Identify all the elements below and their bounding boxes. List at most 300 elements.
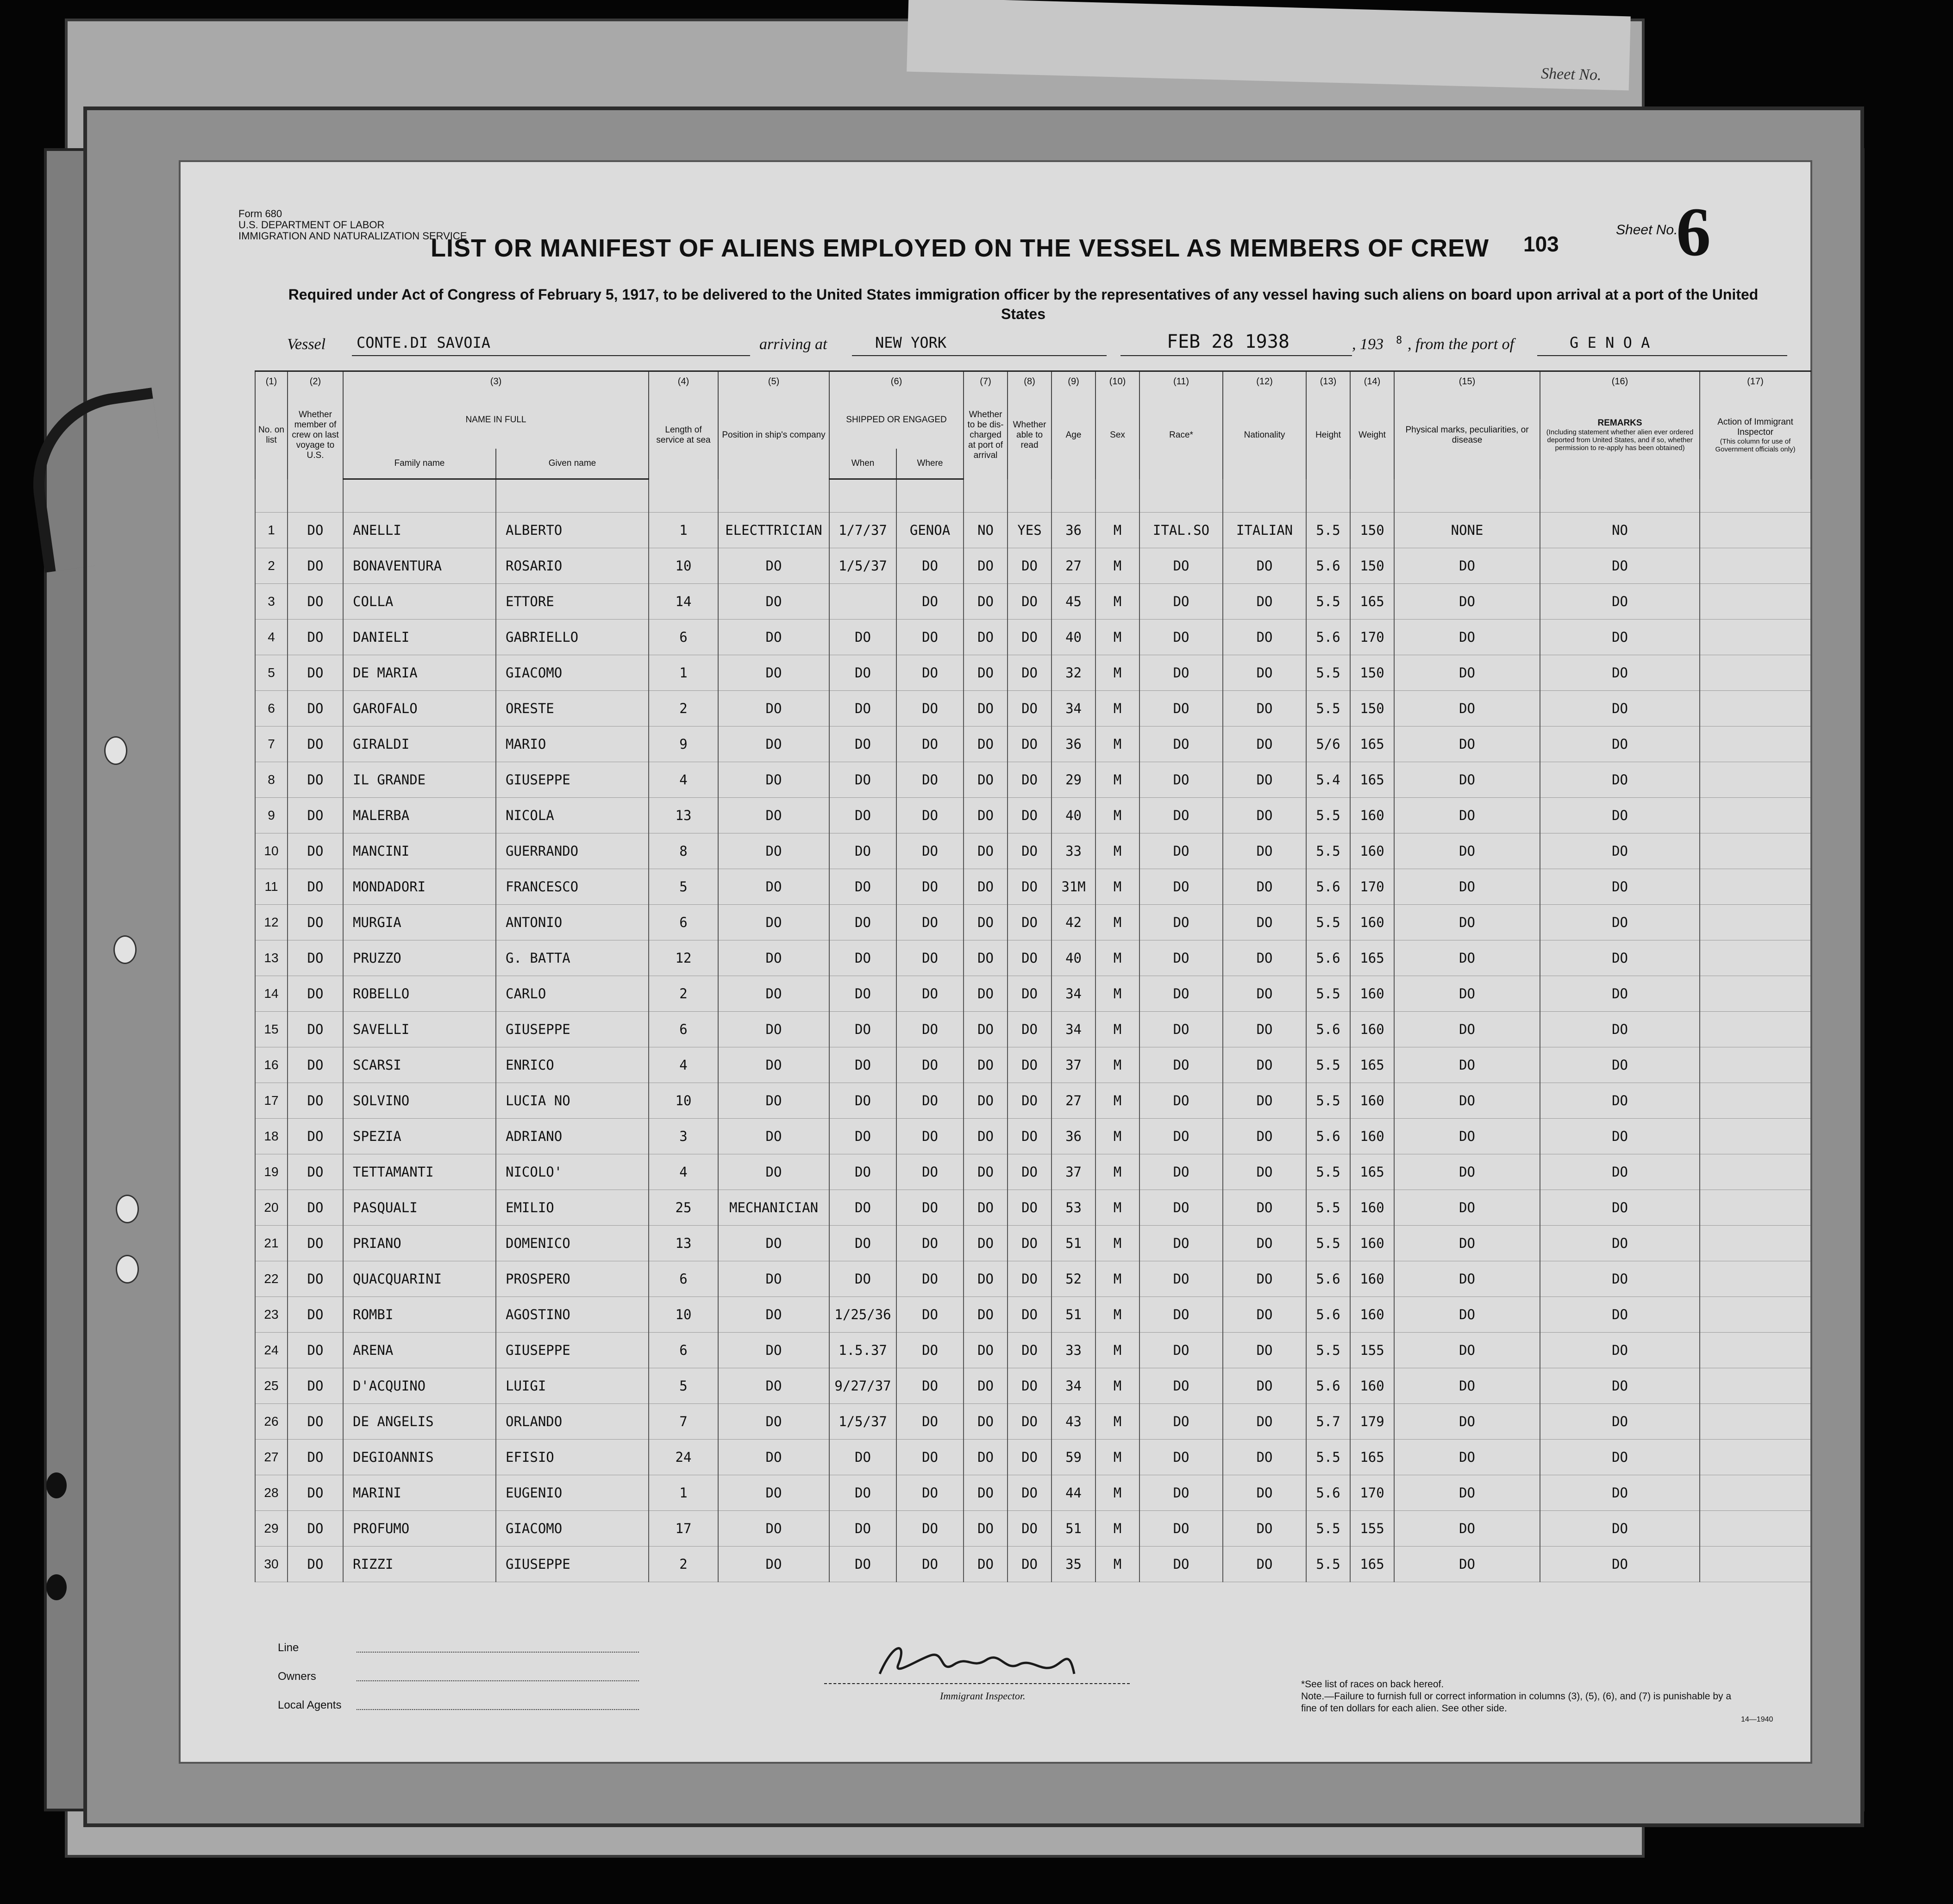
row-number-cell: 6 <box>255 691 288 727</box>
age-cell: 27 <box>1052 1083 1095 1119</box>
page-subtitle: Required under Act of Congress of February 5, 1917, to be delivered to the United States immigration officer by the representatives of any vessel having such aliens on board upon arrival at a port of the United States <box>288 286 1759 322</box>
table-row <box>255 976 1811 1012</box>
inspector-action-cell <box>1700 1475 1811 1511</box>
vessel-underline <box>352 355 750 356</box>
height-cell: 5.5 <box>1306 1083 1350 1119</box>
header-sex: Sex <box>1095 391 1139 479</box>
table-row <box>255 1333 1811 1368</box>
given-name-cell: EMILIO <box>496 1190 649 1226</box>
inspector-action-cell <box>1700 869 1811 905</box>
shipped-where-cell: DO <box>896 905 964 940</box>
given-name-cell: GIACOMO <box>496 1511 649 1547</box>
remarks-cell: DO <box>1540 1475 1700 1511</box>
table-row <box>255 1119 1811 1154</box>
crew-last-voyage-cell: DO <box>288 1083 343 1119</box>
table-row <box>255 1297 1811 1333</box>
inspector-action-cell <box>1700 833 1811 869</box>
crew-last-voyage-cell: DO <box>288 798 343 833</box>
inspector-action-cell <box>1700 1083 1811 1119</box>
weight-cell: 170 <box>1350 869 1394 905</box>
sex-cell: M <box>1095 1547 1139 1582</box>
header-remarks <box>1540 391 1700 479</box>
family-name-cell: PRUZZO <box>343 940 496 976</box>
family-name-cell: DANIELI <box>343 620 496 655</box>
nationality-cell: DO <box>1223 1404 1306 1440</box>
height-cell: 5.5 <box>1306 691 1350 727</box>
family-name-cell: ROBELLO <box>343 976 496 1012</box>
position-cell: DO <box>718 1511 829 1547</box>
race-cell: DO <box>1139 1297 1223 1333</box>
height-cell: 5.5 <box>1306 798 1350 833</box>
remarks-cell: NO <box>1540 513 1700 548</box>
discharged-cell: DO <box>964 1012 1008 1047</box>
physical-marks-cell: DO <box>1394 584 1540 620</box>
nationality-cell: DO <box>1223 1226 1306 1261</box>
physical-marks-cell: DO <box>1394 869 1540 905</box>
length-of-service-cell: 8 <box>649 833 718 869</box>
inspector-action-cell <box>1700 1226 1811 1261</box>
nationality-cell: DO <box>1223 1297 1306 1333</box>
given-name-cell: GIUSEPPE <box>496 1333 649 1368</box>
physical-marks-cell: DO <box>1394 691 1540 727</box>
table-row <box>255 1083 1811 1119</box>
row-number-cell: 12 <box>255 905 288 940</box>
length-of-service-cell: 25 <box>649 1190 718 1226</box>
height-cell: 5.5 <box>1306 1190 1350 1226</box>
family-name-cell: ARENA <box>343 1333 496 1368</box>
remarks-cell: DO <box>1540 1511 1700 1547</box>
age-cell: 40 <box>1052 940 1095 976</box>
physical-marks-cell: DO <box>1394 798 1540 833</box>
vessel-line <box>287 331 1787 359</box>
table-row <box>255 1190 1811 1226</box>
given-name-cell: NICOLO' <box>496 1154 649 1190</box>
row-number-cell: 22 <box>255 1261 288 1297</box>
table-row <box>255 833 1811 869</box>
crew-last-voyage-cell: DO <box>288 1440 343 1475</box>
sex-cell: M <box>1095 691 1139 727</box>
nationality-cell: DO <box>1223 1083 1306 1119</box>
row-number-cell: 2 <box>255 548 288 584</box>
given-name-cell: CARLO <box>496 976 649 1012</box>
height-cell: 5.6 <box>1306 1297 1350 1333</box>
physical-marks-cell: DO <box>1394 1333 1540 1368</box>
discharged-cell: DO <box>964 1511 1008 1547</box>
agents-field <box>278 1699 341 1728</box>
given-name-cell: NICOLA <box>496 798 649 833</box>
discharged-cell: DO <box>964 1047 1008 1083</box>
col-number: (9) <box>1052 371 1095 392</box>
nationality-cell: DO <box>1223 905 1306 940</box>
weight-cell: 165 <box>1350 1047 1394 1083</box>
weight-cell: 160 <box>1350 1012 1394 1047</box>
header-inspector-note: (This column for use of Government officials only) <box>1715 437 1796 453</box>
shipped-when-cell: DO <box>829 1226 896 1261</box>
position-cell: DO <box>718 1083 829 1119</box>
family-name-cell: TETTAMANTI <box>343 1154 496 1190</box>
given-name-cell: ANTONIO <box>496 905 649 940</box>
sex-cell: M <box>1095 1154 1139 1190</box>
weight-cell: 170 <box>1350 620 1394 655</box>
physical-marks-cell: DO <box>1394 727 1540 762</box>
height-cell: 5.6 <box>1306 1368 1350 1404</box>
header-crew-last-voyage: Whether member of crew on last voyage to U.S. <box>288 391 343 479</box>
position-cell: DO <box>718 691 829 727</box>
table-row <box>255 869 1811 905</box>
length-of-service-cell: 4 <box>649 1047 718 1083</box>
shipped-where-cell: DO <box>896 691 964 727</box>
shipped-where-cell: DO <box>896 1119 964 1154</box>
crew-last-voyage-cell: DO <box>288 940 343 976</box>
col-number: (8) <box>1008 371 1052 392</box>
discharged-cell: DO <box>964 798 1008 833</box>
family-name-cell: BONAVENTURA <box>343 548 496 584</box>
weight-cell: 150 <box>1350 548 1394 584</box>
position-cell: DO <box>718 905 829 940</box>
given-name-cell: ROSARIO <box>496 548 649 584</box>
length-of-service-cell: 9 <box>649 727 718 762</box>
sex-cell: M <box>1095 1012 1139 1047</box>
weight-cell: 165 <box>1350 584 1394 620</box>
shipped-where-cell: DO <box>896 833 964 869</box>
able-to-read-cell: DO <box>1008 1154 1052 1190</box>
position-cell: DO <box>718 548 829 584</box>
remarks-cell: DO <box>1540 1083 1700 1119</box>
crew-last-voyage-cell: DO <box>288 869 343 905</box>
able-to-read-cell: DO <box>1008 833 1052 869</box>
age-cell: 33 <box>1052 833 1095 869</box>
remarks-cell: DO <box>1540 1047 1700 1083</box>
length-of-service-cell: 6 <box>649 1333 718 1368</box>
row-number-cell: 14 <box>255 976 288 1012</box>
shipped-when-cell: 9/27/37 <box>829 1368 896 1404</box>
table-row <box>255 620 1811 655</box>
handwritten-signature <box>824 1632 1130 1688</box>
row-number-cell: 19 <box>255 1154 288 1190</box>
discharged-cell: DO <box>964 584 1008 620</box>
physical-marks-cell: DO <box>1394 655 1540 691</box>
physical-marks-cell: NONE <box>1394 513 1540 548</box>
department-name: U.S. DEPARTMENT OF LABOR <box>238 219 385 231</box>
length-of-service-cell: 17 <box>649 1511 718 1547</box>
col-number: (6) <box>829 371 964 392</box>
physical-marks-cell: DO <box>1394 976 1540 1012</box>
age-cell: 43 <box>1052 1404 1095 1440</box>
inspector-action-cell <box>1700 1297 1811 1333</box>
able-to-read-cell: DO <box>1008 548 1052 584</box>
weight-cell: 165 <box>1350 1154 1394 1190</box>
discharged-cell: DO <box>964 620 1008 655</box>
shipped-where-cell: DO <box>896 940 964 976</box>
age-cell: 51 <box>1052 1226 1095 1261</box>
family-name-cell: ROMBI <box>343 1297 496 1333</box>
inspector-action-cell <box>1700 1511 1811 1547</box>
able-to-read-cell: DO <box>1008 762 1052 798</box>
weight-cell: 160 <box>1350 1368 1394 1404</box>
height-cell: 5.6 <box>1306 1261 1350 1297</box>
remarks-cell: DO <box>1540 1333 1700 1368</box>
given-name-cell: GABRIELLO <box>496 620 649 655</box>
family-name-cell: RIZZI <box>343 1547 496 1582</box>
position-cell: DO <box>718 833 829 869</box>
discharged-cell: NO <box>964 513 1008 548</box>
col-number: (5) <box>718 371 829 392</box>
race-cell: DO <box>1139 1368 1223 1404</box>
remarks-cell: DO <box>1540 727 1700 762</box>
remarks-cell: DO <box>1540 869 1700 905</box>
discharged-cell: DO <box>964 1261 1008 1297</box>
position-cell: DO <box>718 762 829 798</box>
height-cell: 5.5 <box>1306 1511 1350 1547</box>
race-cell: DO <box>1139 869 1223 905</box>
able-to-read-cell: DO <box>1008 1547 1052 1582</box>
inspector-action-cell <box>1700 1154 1811 1190</box>
signature-line <box>824 1683 1130 1684</box>
shipped-where-cell: GENOA <box>896 513 964 548</box>
table-row <box>255 691 1811 727</box>
length-of-service-cell: 12 <box>649 940 718 976</box>
age-cell: 36 <box>1052 1119 1095 1154</box>
able-to-read-cell: DO <box>1008 1297 1052 1333</box>
remarks-cell: DO <box>1540 940 1700 976</box>
physical-marks-cell: DO <box>1394 1404 1540 1440</box>
race-cell: DO <box>1139 976 1223 1012</box>
nationality-cell: DO <box>1223 620 1306 655</box>
race-cell: DO <box>1139 1475 1223 1511</box>
remarks-cell: DO <box>1540 1119 1700 1154</box>
race-cell: DO <box>1139 620 1223 655</box>
crew-last-voyage-cell: DO <box>288 584 343 620</box>
table-row <box>255 548 1811 584</box>
sex-cell: M <box>1095 1190 1139 1226</box>
shipped-where-cell: DO <box>896 869 964 905</box>
family-name-cell: MANCINI <box>343 833 496 869</box>
header-weight: Weight <box>1350 391 1394 479</box>
nationality-cell: DO <box>1223 798 1306 833</box>
able-to-read-cell: DO <box>1008 1012 1052 1047</box>
able-to-read-cell: DO <box>1008 1226 1052 1261</box>
shipped-when-cell: DO <box>829 691 896 727</box>
punch-hole <box>104 736 127 765</box>
shipped-when-cell: 1/7/37 <box>829 513 896 548</box>
row-number-cell: 13 <box>255 940 288 976</box>
race-cell: DO <box>1139 833 1223 869</box>
sex-cell: M <box>1095 1119 1139 1154</box>
race-cell: DO <box>1139 1511 1223 1547</box>
given-name-cell: ENRICO <box>496 1047 649 1083</box>
nationality-cell: DO <box>1223 691 1306 727</box>
owners-field <box>278 1670 341 1699</box>
family-name-cell: PROFUMO <box>343 1511 496 1547</box>
table-row <box>255 1404 1811 1440</box>
header-name-in-full: NAME IN FULL <box>343 391 649 449</box>
inspector-action-cell <box>1700 548 1811 584</box>
given-name-cell: LUIGI <box>496 1368 649 1404</box>
remarks-cell: DO <box>1540 655 1700 691</box>
crew-last-voyage-cell: DO <box>288 620 343 655</box>
age-cell: 36 <box>1052 727 1095 762</box>
discharged-cell: DO <box>964 1119 1008 1154</box>
physical-marks-cell: DO <box>1394 1083 1540 1119</box>
position-cell: DO <box>718 1119 829 1154</box>
discharged-cell: DO <box>964 905 1008 940</box>
punch-hole <box>116 1255 139 1284</box>
length-of-service-cell: 13 <box>649 798 718 833</box>
inspector-action-cell <box>1700 798 1811 833</box>
line-blank <box>357 1652 639 1653</box>
header-no-on-list: No. on list <box>255 391 288 479</box>
col-number: (13) <box>1306 371 1350 392</box>
crew-last-voyage-cell: DO <box>288 1119 343 1154</box>
position-cell: DO <box>718 620 829 655</box>
inspector-action-cell <box>1700 691 1811 727</box>
row-number-cell: 20 <box>255 1190 288 1226</box>
family-name-cell: GIRALDI <box>343 727 496 762</box>
vessel-label: Vessel <box>287 336 326 353</box>
able-to-read-cell: DO <box>1008 1083 1052 1119</box>
race-cell: DO <box>1139 727 1223 762</box>
given-name-cell: GIACOMO <box>496 655 649 691</box>
back-sheet-label: Sheet No. <box>1540 65 1602 84</box>
age-cell: 35 <box>1052 1547 1095 1582</box>
crew-last-voyage-cell: DO <box>288 1047 343 1083</box>
header-shipped-or-engaged: SHIPPED OR ENGAGED <box>829 391 964 449</box>
age-cell: 32 <box>1052 655 1095 691</box>
shipped-where-cell: DO <box>896 798 964 833</box>
table-row <box>255 1012 1811 1047</box>
weight-cell: 160 <box>1350 1226 1394 1261</box>
age-cell: 52 <box>1052 1261 1095 1297</box>
height-cell: 5.5 <box>1306 833 1350 869</box>
shipped-when-cell: 1/5/37 <box>829 1404 896 1440</box>
remarks-cell: DO <box>1540 548 1700 584</box>
discharged-cell: DO <box>964 548 1008 584</box>
weight-cell: 160 <box>1350 833 1394 869</box>
footer-fields <box>278 1641 341 1728</box>
agents-blank <box>357 1709 639 1710</box>
height-cell: 5.5 <box>1306 1226 1350 1261</box>
sex-cell: M <box>1095 1083 1139 1119</box>
nationality-cell: DO <box>1223 833 1306 869</box>
sex-cell: M <box>1095 1297 1139 1333</box>
crew-last-voyage-cell: DO <box>288 1404 343 1440</box>
nationality-cell: DO <box>1223 1012 1306 1047</box>
arriving-value: NEW YORK <box>875 334 947 351</box>
height-cell: 5.6 <box>1306 1475 1350 1511</box>
position-cell: DO <box>718 1333 829 1368</box>
weight-cell: 160 <box>1350 798 1394 833</box>
header-age: Age <box>1052 391 1095 479</box>
physical-marks-cell: DO <box>1394 940 1540 976</box>
col-number: (1) <box>255 371 288 392</box>
fine-note: Note.—Failure to furnish full or correct information in columns (3), (5), (6), and (7) is punishable by a fine of ten dollars for each alien. See other side. <box>1301 1691 1732 1714</box>
weight-cell: 165 <box>1350 1440 1394 1475</box>
physical-marks-cell: DO <box>1394 762 1540 798</box>
given-name-cell: ORLANDO <box>496 1404 649 1440</box>
race-cell: DO <box>1139 762 1223 798</box>
nationality-cell: ITALIAN <box>1223 513 1306 548</box>
nationality-cell: DO <box>1223 655 1306 691</box>
inspector-action-cell <box>1700 655 1811 691</box>
able-to-read-cell: DO <box>1008 940 1052 976</box>
row-number-cell: 27 <box>255 1440 288 1475</box>
length-of-service-cell: 1 <box>649 513 718 548</box>
family-name-cell: QUACQUARINI <box>343 1261 496 1297</box>
stamp-number: 103 <box>1523 232 1559 256</box>
weight-cell: 150 <box>1350 513 1394 548</box>
table-row <box>255 762 1811 798</box>
shipped-when-cell: DO <box>829 1047 896 1083</box>
weight-cell: 160 <box>1350 1119 1394 1154</box>
row-number-cell: 25 <box>255 1368 288 1404</box>
weight-cell: 160 <box>1350 1297 1394 1333</box>
shipped-where-cell: DO <box>896 584 964 620</box>
nationality-cell: DO <box>1223 548 1306 584</box>
height-cell: 5.6 <box>1306 1119 1350 1154</box>
able-to-read-cell: DO <box>1008 1333 1052 1368</box>
crew-last-voyage-cell: DO <box>288 976 343 1012</box>
race-cell: DO <box>1139 1547 1223 1582</box>
discharged-cell: DO <box>964 1154 1008 1190</box>
weight-cell: 160 <box>1350 905 1394 940</box>
shipped-when-cell: DO <box>829 976 896 1012</box>
height-cell: 5.7 <box>1306 1404 1350 1440</box>
inspector-action-cell <box>1700 940 1811 976</box>
position-cell: DO <box>718 1012 829 1047</box>
shipped-when-cell: DO <box>829 1119 896 1154</box>
shipped-where-cell: DO <box>896 1261 964 1297</box>
table-row <box>255 1511 1811 1547</box>
shipped-when-cell: 1.5.37 <box>829 1333 896 1368</box>
family-name-cell: DE MARIA <box>343 655 496 691</box>
sex-cell: M <box>1095 1047 1139 1083</box>
able-to-read-cell: YES <box>1008 513 1052 548</box>
inspector-action-cell <box>1700 976 1811 1012</box>
race-cell: DO <box>1139 798 1223 833</box>
sex-cell: M <box>1095 1261 1139 1297</box>
discharged-cell: DO <box>964 869 1008 905</box>
sex-cell: M <box>1095 976 1139 1012</box>
shipped-where-cell: DO <box>896 1154 964 1190</box>
physical-marks-cell: DO <box>1394 1511 1540 1547</box>
remarks-cell: DO <box>1540 1190 1700 1226</box>
punch-hole <box>113 935 137 964</box>
given-name-cell: GIUSEPPE <box>496 1547 649 1582</box>
height-cell: 5.6 <box>1306 940 1350 976</box>
family-name-cell: PASQUALI <box>343 1190 496 1226</box>
shipped-where-cell: DO <box>896 1475 964 1511</box>
shipped-when-cell: 1/5/37 <box>829 548 896 584</box>
discharged-cell: DO <box>964 976 1008 1012</box>
age-cell: 53 <box>1052 1190 1095 1226</box>
height-cell: 5.5 <box>1306 1547 1350 1582</box>
sex-cell: M <box>1095 548 1139 584</box>
position-cell: DO <box>718 584 829 620</box>
length-of-service-cell: 10 <box>649 1297 718 1333</box>
header-inspector-action <box>1700 391 1811 479</box>
able-to-read-cell: DO <box>1008 798 1052 833</box>
shipped-when-cell: 1/25/36 <box>829 1297 896 1333</box>
inspector-action-cell <box>1700 513 1811 548</box>
age-cell: 36 <box>1052 513 1095 548</box>
discharged-cell: DO <box>964 1440 1008 1475</box>
race-cell: DO <box>1139 548 1223 584</box>
header-remarks-title: REMARKS <box>1597 418 1642 428</box>
line-label: Line <box>278 1641 299 1654</box>
manifest-rows <box>255 479 1811 1582</box>
able-to-read-cell: DO <box>1008 584 1052 620</box>
given-name-cell: MARIO <box>496 727 649 762</box>
